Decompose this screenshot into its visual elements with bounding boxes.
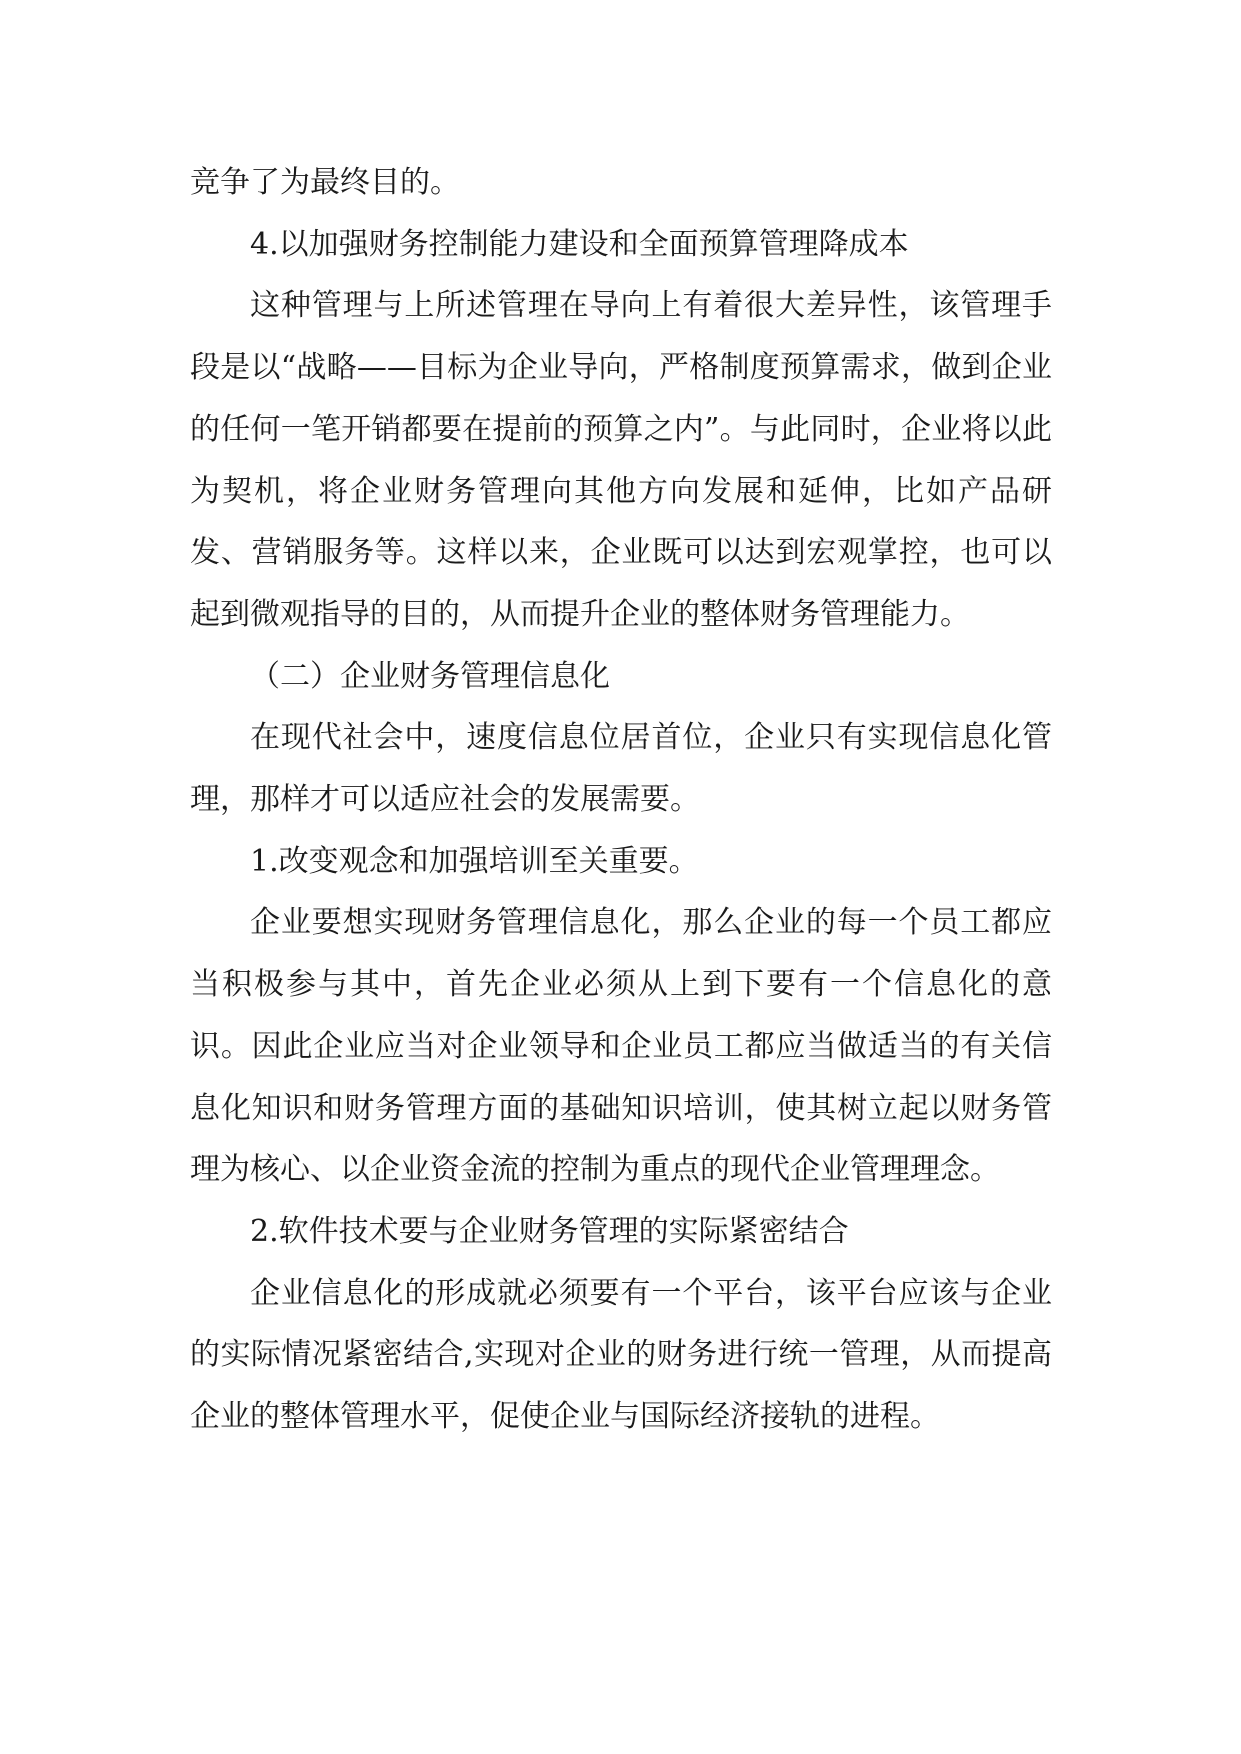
paragraph-modern-society: 在现代社会中，速度信息位居首位，企业只有实现信息化管理，那样才可以适应社会的发展需要。 <box>190 720 1052 818</box>
paragraph-budget-management: 这种管理与上所述管理在导向上有着很大差异性，该管理手段是以“战略——目标为企业导向，严格制度预算需求，做到企业的任何一笔开销都要在提前的预算之内”。与此同时，企业将以此为契机，将企业财务管理向其他方向发展和延伸，比如产品研发、营销服务等。这样以来，企业既可以达到宏观掌控，也可以起到微观指导的目的，从而提升企业的整体财务管理能力。 <box>190 288 1052 632</box>
section-heading-2: 2.软件技术要与企业财务管理的实际紧密结合 <box>250 1213 849 1249</box>
document-page <box>190 152 1052 1448</box>
section-heading-1: 1.改变观念和加强培训至关重要。 <box>250 843 699 879</box>
section-heading-informatization: （二）企业财务管理信息化 <box>250 658 610 694</box>
section-heading-4: 4.以加强财务控制能力建设和全面预算管理降成本 <box>250 226 909 262</box>
paragraph-training: 企业要想实现财务管理信息化，那么企业的每一个员工都应当积极参与其中，首先企业必须从上到下要有一个信息化的意识。因此企业应当对企业领导和企业员工都应当做适当的有关信息化知识和财务管理方面的基础知识培训，使其树立起以财务管理为核心、以企业资金流的控制为重点的现代企业管理理念。 <box>190 905 1052 1188</box>
paragraph-platform: 企业信息化的形成就必须要有一个平台，该平台应该与企业的实际情况紧密结合,实现对企业的财务进行统一管理，从而提高企业的整体管理水平，促使企业与国际经济接轨的进程。 <box>190 1275 1052 1435</box>
paragraph-continuation: 竞争了为最终目的。 <box>190 165 460 200</box>
